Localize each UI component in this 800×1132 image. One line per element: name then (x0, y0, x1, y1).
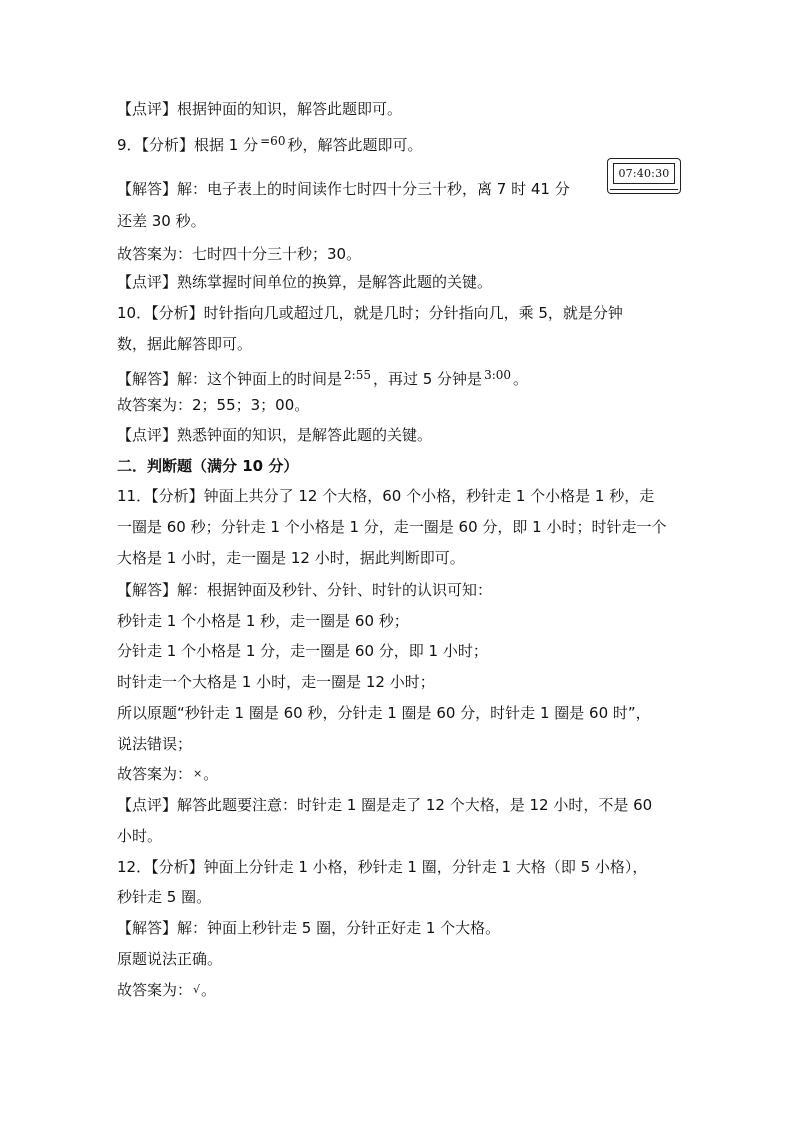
comment-line (117, 99, 402, 119)
q10-comment-line (117, 425, 432, 445)
text: 【点评】熟悉钟面的知识，是解答此题的关键。 (117, 426, 433, 444)
text: 一圈是 60 秒；分针走 1 个小格是 1 分，走一圈是 60 分，即 1 小时；时针走一个 (117, 518, 667, 536)
section-heading (117, 456, 298, 476)
text: 【解答】解：电子表上的时间读作七时四十分三十秒，离 7 时 41 分 (117, 180, 570, 198)
text: 说法错误； (117, 735, 193, 753)
text: 10．【分析】时针指向几或超过几，就是几时；分针指向几，乘 5，就是分钟 (117, 304, 623, 322)
q12-analysis-line-2 (117, 887, 211, 907)
text: 原题说法正确。 (117, 950, 223, 968)
text: 大格是 1 小时，走一圈是 12 小时，据此判断即可。 (117, 549, 465, 567)
text: 【解答】解：根据钟面及秒针、分针、时针的认识可知： (117, 581, 493, 599)
cross-mark: × (193, 767, 203, 780)
q10-answer-line (117, 365, 528, 389)
q11-answer-line-5 (117, 703, 651, 723)
q11-analysis-line-3 (117, 548, 465, 568)
q11-result-line (117, 764, 218, 784)
q11-answer-line (117, 580, 492, 600)
text: 9．【分析】根据 1 分 (117, 136, 259, 154)
check-mark: √ (193, 983, 201, 996)
q12-analysis-line (117, 857, 647, 877)
text: 。 (513, 370, 529, 388)
q10-result-line (117, 395, 309, 415)
text: 【点评】熟练掌握时间单位的换算，是解答此题的关键。 (117, 273, 493, 291)
q11-analysis-line (117, 486, 654, 506)
q9-result-line (117, 244, 361, 264)
q10-analysis-line (117, 303, 623, 323)
clock-base-line (610, 189, 678, 190)
text: 11．【分析】钟面上共分了 12 个大格，60 个小格，秒针走 1 个小格是 1 秒，走 (117, 487, 655, 505)
text: 【解答】解：钟面上秒针走 5 圈，分针正好走 1 个大格。 (117, 919, 501, 937)
q11-comment-line-2 (117, 826, 162, 846)
q11-analysis-line-2 (117, 517, 667, 537)
math-expression: 3:00 (484, 368, 512, 382)
q11-answer-line-2 (117, 611, 409, 631)
text: 秒针走 1 个小格是 1 秒，走一圈是 60 秒； (117, 612, 409, 630)
q10-analysis-line-2 (117, 334, 252, 354)
text: 故答案为： (117, 765, 193, 783)
text: 。 (203, 765, 219, 783)
text: ，再过 5 分钟是 (372, 370, 483, 388)
q11-answer-line-4 (117, 672, 435, 692)
text: 数，据此解答即可。 (117, 335, 253, 353)
text: 。 (201, 981, 217, 999)
text: 【点评】解答此题要注意：时针走 1 圈是走了 12 个大格，是 12 小时，不是 60 (117, 796, 653, 814)
digital-clock-image (607, 158, 681, 194)
q12-result-line (117, 980, 216, 1000)
text: 故答案为： (117, 981, 193, 999)
text: 时针走一个大格是 1 小时，走一圈是 12 小时； (117, 673, 435, 691)
text: 【解答】解：这个钟面上的时间是 (117, 370, 343, 388)
text: 【点评】根据钟面的知识，解答此题即可。 (117, 100, 403, 118)
q11-comment-line (117, 795, 652, 815)
text: 还差 30 秒。 (117, 212, 206, 230)
q11-answer-line-3 (117, 641, 488, 661)
text: 秒针走 5 圈。 (117, 888, 212, 906)
q12-answer-line-2 (117, 949, 222, 969)
q11-answer-line-6 (117, 734, 192, 754)
text: 秒，解答此题即可。 (287, 136, 423, 154)
text: 故答案为：七时四十分三十秒；30。 (117, 245, 362, 263)
text: 故答案为：2；55；3；00。 (117, 396, 310, 414)
text: 二．判断题（满分 10 分） (117, 457, 299, 475)
text: 所以原题“秒针走 1 圈是 60 秒，分针走 1 圈是 60 分，时针走 1 圈是 60 时”， (117, 704, 651, 722)
text: 分针走 1 个小格是 1 分，走一圈是 60 分，即 1 小时； (117, 642, 488, 660)
text: 12．【分析】钟面上分针走 1 小格，秒针走 1 圈，分针走 1 大格（即 5 小格）， (117, 858, 648, 876)
q9-answer-line (117, 179, 570, 199)
math-expression: =60 (260, 134, 286, 148)
clock-display (613, 163, 675, 184)
math-expression: 2:55 (344, 368, 371, 382)
q9-answer-line-2 (117, 211, 206, 231)
q12-answer-line (117, 918, 500, 938)
q9-analysis-line (117, 131, 422, 155)
q9-comment-line (117, 272, 492, 292)
clock-time-text: 07:40:30 (618, 167, 670, 180)
text: 小时。 (117, 827, 163, 845)
